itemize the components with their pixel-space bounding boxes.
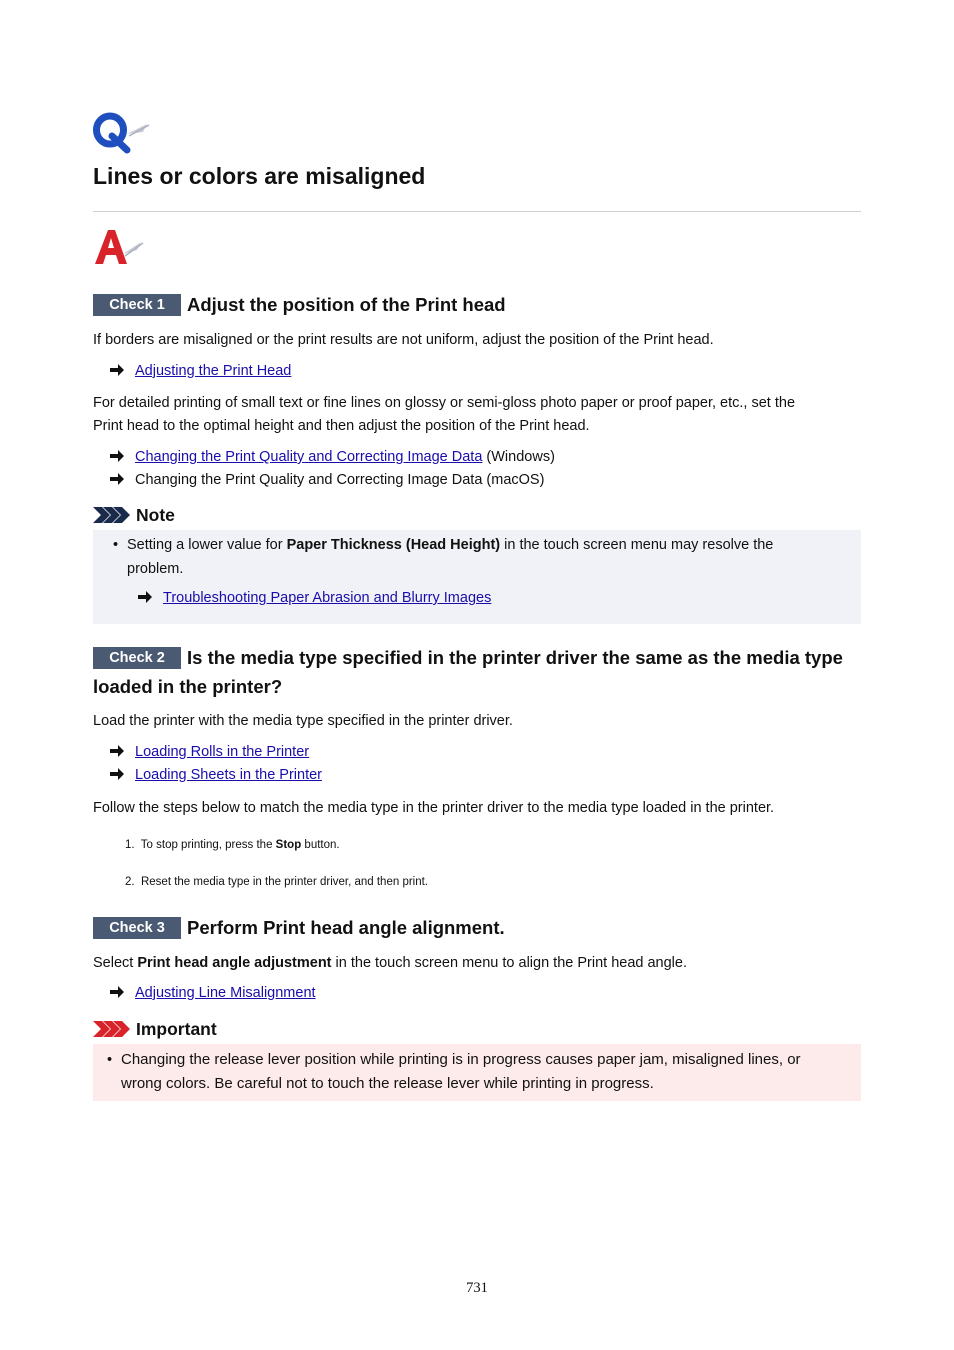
arrow-right-icon [109, 364, 125, 376]
note-box [93, 530, 861, 624]
arrow-right-icon [109, 473, 125, 485]
stop-button-label: Stop [275, 839, 302, 851]
check3-heading-text: Perform Print head angle alignment. [187, 917, 505, 938]
check3-heading [93, 913, 861, 942]
check2-badge: Check 2 [93, 647, 181, 669]
check3-text: Select Print head angle adjustment in the touch screen menu to align the Print head angle. [93, 955, 687, 971]
question-q-icon [93, 110, 153, 154]
check2-heading-line2: loaded in the printer? [93, 676, 283, 697]
arrow-right-icon [109, 450, 125, 462]
note-title [93, 503, 175, 527]
check2-link-row-2 [109, 764, 322, 787]
paper-thickness-label: Paper Thickness (Head Height) [286, 537, 501, 553]
important-title [93, 1017, 217, 1041]
arrow-right-icon [137, 591, 153, 603]
link-loading-sheets[interactable]: Loading Sheets in the Printer [135, 767, 323, 783]
check3-badge: Check 3 [93, 917, 181, 939]
link-troubleshooting-abrasion[interactable]: Troubleshooting Paper Abrasion and Blurry Images [163, 590, 492, 606]
check1-heading-text: Adjust the position of the Print head [187, 294, 506, 315]
important-label: Important [136, 1019, 217, 1039]
check2-intro: Load the printer with the media type specified in the printer driver. [93, 713, 513, 729]
note-label: Note [136, 505, 175, 525]
check1-heading [93, 290, 861, 319]
check1-link-row-2 [109, 446, 555, 469]
print-head-angle-adjustment-label: Print head angle adjustment [137, 955, 332, 971]
important-text: Changing the release lever position while printing is in progress causes paper jam, misaligned lines, or wrong colors. Be careful not to touch the release lever while printing in progress. [121, 1051, 801, 1092]
check1-para2-line2: Print head to the optimal height and then adjust the position of the Print head. [93, 417, 590, 434]
page-number: 731 [466, 1280, 488, 1296]
step-item: 1. To stop printing, press the Stop button. [125, 839, 340, 851]
note-text: Setting a lower value for Paper Thickness (Head Height) in the touch screen menu may resolve the problem. [127, 537, 774, 577]
note-link-row [137, 587, 491, 610]
check2-para2: Follow the steps below to match the media type in the printer driver to the media type loaded in the printer. [93, 800, 775, 816]
important-box [93, 1044, 861, 1101]
arrow-right-icon [109, 745, 125, 757]
arrow-right-icon [109, 768, 125, 780]
check2-link-row-1 [109, 741, 309, 764]
link-loading-rolls[interactable]: Loading Rolls in the Printer [135, 744, 310, 760]
check2-heading-line1: Is the media type specified in the printer driver the same as the media type [187, 647, 843, 668]
check3-link-row [109, 982, 316, 1005]
link-print-quality-windows[interactable]: Changing the Print Quality and Correcting Image Data [135, 449, 483, 465]
title-divider [93, 211, 861, 212]
check1-badge: Check 1 [93, 294, 181, 316]
link-adjusting-line-misalignment[interactable]: Adjusting Line Misalignment [135, 985, 316, 1001]
check2-heading [93, 643, 861, 701]
note-bullet: • [113, 537, 119, 553]
page-title: Lines or colors are misaligned [93, 163, 426, 189]
arrow-right-icon [109, 986, 125, 998]
check1-link-row-1 [109, 360, 291, 383]
important-bullet: • [107, 1052, 113, 1068]
check1-para2-line1: For detailed printing of small text or fine lines on glossy or semi-gloss photo paper or proof paper, etc., set the [93, 395, 796, 411]
answer-a-icon [93, 228, 145, 268]
note-chevrons-icon [93, 507, 131, 523]
check1-intro: If borders are misaligned or the print results are not uniform, adjust the position of the Print head. [93, 332, 714, 348]
check1-link-row-3 [109, 469, 544, 492]
windows-suffix: (Windows) [482, 449, 555, 465]
step-item: 2. Reset the media type in the printer driver, and then print. [125, 876, 429, 888]
print-quality-macos-text: Changing the Print Quality and Correcting Image Data (macOS) [135, 472, 545, 488]
important-chevrons-icon [93, 1021, 131, 1037]
link-adjusting-print-head[interactable]: Adjusting the Print Head [135, 363, 292, 379]
